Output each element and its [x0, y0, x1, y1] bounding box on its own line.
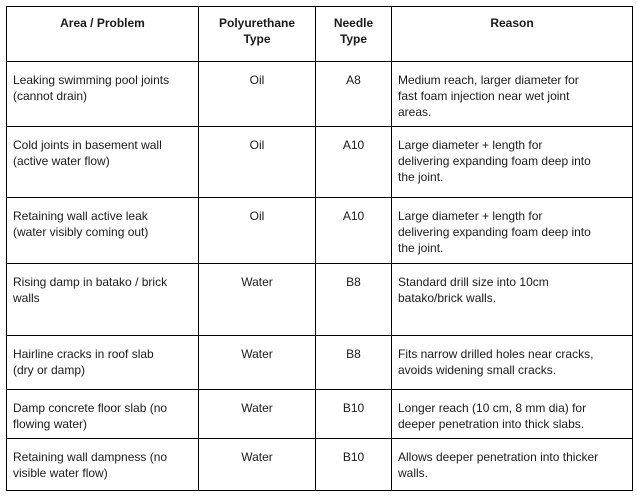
cell-needle: B8	[316, 264, 392, 336]
cell-reason: Large diameter + length for delivering expanding foam deep into the joint.	[392, 198, 633, 264]
cell-reason: Large diameter + length for delivering expanding foam deep into the joint.	[392, 127, 633, 198]
cell-area: Leaking swimming pool joints (cannot drain)	[7, 62, 199, 127]
cell-reason: Fits narrow drilled holes near cracks, avoids widening small cracks.	[392, 336, 633, 390]
header-area-problem: Area / Problem	[7, 7, 199, 62]
header-needle-type: Needle Type	[316, 7, 392, 62]
table-row	[7, 390, 633, 439]
cell-needle: A10	[316, 198, 392, 264]
cell-reason: Standard drill size into 10cm batako/brick walls.	[392, 264, 633, 336]
cell-polyurethane: Water	[199, 390, 316, 439]
cell-needle: B10	[316, 390, 392, 439]
cell-needle: B10	[316, 439, 392, 491]
table-row	[7, 198, 633, 264]
cell-area: Cold joints in basement wall (active water flow)	[7, 127, 199, 198]
cell-reason: Medium reach, larger diameter for fast foam injection near wet joint areas.	[392, 62, 633, 127]
cell-polyurethane: Water	[199, 439, 316, 491]
cell-area: Rising damp in batako / brick walls	[7, 264, 199, 336]
cell-polyurethane: Water	[199, 336, 316, 390]
table-header-row	[7, 7, 633, 62]
cell-reason: Longer reach (10 cm, 8 mm dia) for deeper penetration into thick slabs.	[392, 390, 633, 439]
cell-needle: A8	[316, 62, 392, 127]
table-row	[7, 62, 633, 127]
cell-polyurethane: Oil	[199, 62, 316, 127]
cell-needle: A10	[316, 127, 392, 198]
cell-polyurethane: Water	[199, 264, 316, 336]
table-row	[7, 336, 633, 390]
table-row	[7, 127, 633, 198]
header-polyurethane-type: Polyurethane Type	[199, 7, 316, 62]
cell-area: Damp concrete floor slab (no flowing water)	[7, 390, 199, 439]
cell-needle: B8	[316, 336, 392, 390]
cell-reason: Allows deeper penetration into thicker walls.	[392, 439, 633, 491]
cell-polyurethane: Oil	[199, 127, 316, 198]
table-row	[7, 264, 633, 336]
cell-area: Retaining wall dampness (no visible water flow)	[7, 439, 199, 491]
cell-area: Hairline cracks in roof slab (dry or damp)	[7, 336, 199, 390]
document-page	[6, 6, 633, 491]
needle-selection-table	[6, 6, 633, 491]
table-row	[7, 439, 633, 491]
cell-polyurethane: Oil	[199, 198, 316, 264]
cell-area: Retaining wall active leak (water visibly coming out)	[7, 198, 199, 264]
header-reason: Reason	[392, 7, 633, 62]
